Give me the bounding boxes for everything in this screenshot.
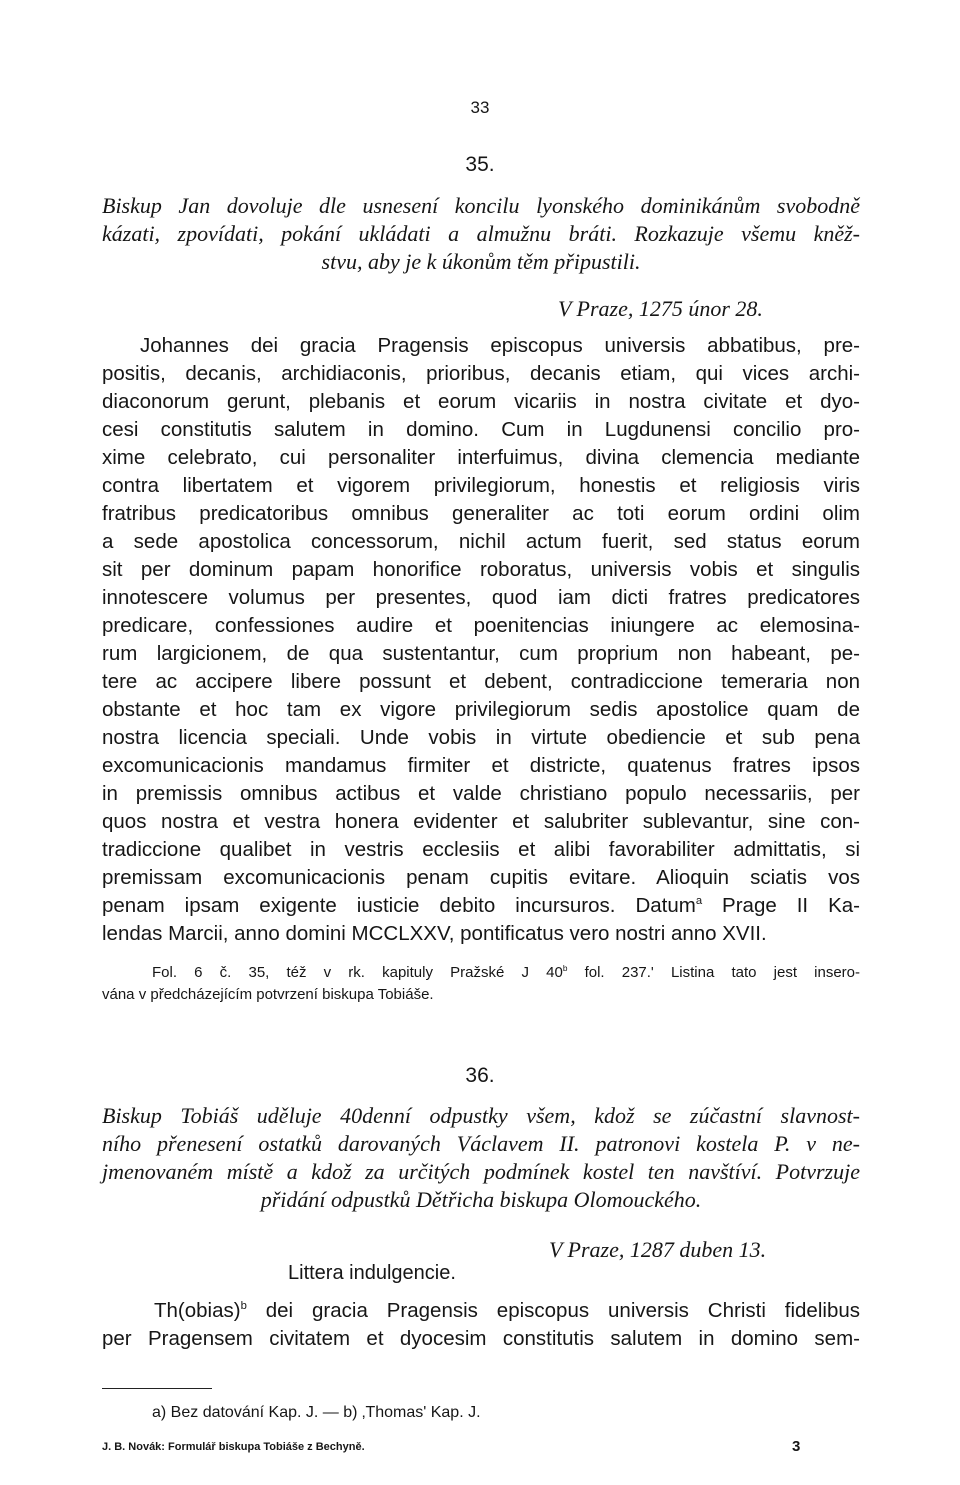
body-line: positis, decanis, archidiaconis, prioribus, decanis etiam, qui vices archi-	[102, 362, 860, 385]
body-line	[102, 892, 860, 920]
document-heading-36: Littera indulgencie.	[288, 1262, 456, 1284]
body-line: premissam excomunicacionis penam cupitis evitare. Alioquin sciatis vos	[102, 866, 860, 889]
body-line: rum largicionem, de qua sustentantur, cum proprium non habeant, pe-	[102, 642, 860, 665]
body-line: cesi constitutis salutem in domino. Cum in Lugdunensi concilio pro-	[102, 418, 860, 441]
body-line: per Pragensem civitatem et dyocesim constitutis salutem in domino sem-	[102, 1327, 860, 1350]
body-line: obstante et hoc tam ex vigore privilegiorum sedis apostolice quam de	[102, 698, 860, 721]
footnote-marker-a: a	[695, 895, 703, 908]
page-number: 33	[470, 98, 490, 117]
regest-36-line: přidání odpustků Dětřicha biskupa Olomouckého.	[260, 1187, 702, 1212]
footnotes: a) Bez datování Kap. J. — b) ‚Thomas' Kap. J.	[152, 1404, 481, 1421]
document-body-35	[102, 332, 860, 948]
note-segment: Fol. 6 č. 35, též v rk. kapituly Pražské J 40	[152, 964, 563, 981]
body-line: tere ac accipere libere possunt et debent, contradiccione temeraria non	[102, 670, 860, 693]
body-text-segment: Th(obias)	[154, 1299, 241, 1322]
source-note-35	[102, 962, 860, 1006]
regest-35-line: kázati, zpovídati, pokání ukládati a almužnu bráti. Rozkazuje všemu kněž-	[102, 221, 860, 246]
body-line: nostra licencia speciali. Unde vobis in virtute obediencie et sub pena	[102, 726, 860, 749]
regest-35	[102, 192, 860, 276]
note-line: vána v předcházejícím potvrzení biskupa Tobiáše.	[102, 986, 434, 1003]
body-line: excomunicacionis mandamus firmiter et districte, quatenus fratres ipsos	[102, 754, 860, 777]
dateline-35: V Praze, 1275 únor 28.	[558, 296, 763, 321]
note-superscript: b	[562, 964, 568, 973]
body-line: in premissis omnibus actibus et valde christiano populo necessariis, per	[102, 782, 860, 805]
body-line	[102, 1297, 860, 1325]
note-line	[102, 962, 860, 984]
body-line: Johannes dei gracia Pragensis episcopus universis abbatibus, pre-	[140, 334, 860, 357]
body-text-segment: dei gracia Pragensis episcopus universis Christi fidelibus	[246, 1299, 860, 1322]
note-segment: fol. 237.' Listina tato jest insero-	[567, 964, 860, 981]
document-number-36: 36.	[465, 1064, 495, 1087]
body-line: fratribus predicatoribus omnibus generaliter ac toti eorum ordini olim	[102, 502, 860, 525]
body-text-segment: penam ipsam exigente iusticie debito incursuros. Datum	[102, 894, 696, 917]
body-line: quos nostra et vestra honera evidenter et salubriter sublevantur, sine con-	[102, 810, 860, 833]
sheet-signature: 3	[792, 1438, 801, 1455]
footnote-marker-b: b	[240, 1300, 247, 1313]
body-line: sit per dominum papam honorifice roboratus, universis vobis et singulis	[102, 558, 860, 581]
body-line: a sede apostolica concessorum, nichil actum fuerit, sed status eorum	[102, 530, 860, 553]
body-line: innotescere volumus per presentes, quod iam dicti fratres predicatores	[102, 586, 860, 609]
regest-35-line: Biskup Jan dovoluje dle usnesení koncilu lyonského dominikánům svobodně	[102, 193, 860, 218]
sheet-imprint: J. B. Novák: Formulář biskupa Tobiáše z Bechyně.	[102, 1441, 365, 1453]
body-line: xime celebrato, cui personaliter interfuimus, divina clemencia mediante	[102, 446, 860, 469]
body-line: tradiccione qualibet in vestris ecclesiis et alibi favorabiliter admittatis, si	[102, 838, 860, 861]
body-text-segment: Prage II Ka-	[702, 894, 860, 917]
regest-35-line: stvu, aby je k úkonům těm připustili.	[321, 249, 641, 274]
body-line: lendas Marcii, anno domini MCCLXXV, pontificatus vero nostri anno XVII.	[102, 922, 767, 945]
regest-36-line: ního přenesení ostatků darovaných Václavem II. patronovi kostela P. v ne-	[102, 1131, 860, 1156]
regest-36-line: Biskup Tobiáš uděluje 40denní odpustky všem, kdož se zúčastní slavnost-	[102, 1103, 860, 1128]
footnote-divider	[102, 1388, 212, 1389]
body-line: contra libertatem et vigorem privilegiorum, honestis et religiosis viris	[102, 474, 860, 497]
body-line: predicare, confessiones audire et poenitencias iniungere ac elemosina-	[102, 614, 860, 637]
body-line: diaconorum gerunt, plebanis et eorum vicariis in nostra civitate et dyo-	[102, 390, 860, 413]
dateline-36: V Praze, 1287 duben 13.	[549, 1237, 767, 1262]
regest-36-line: jmenovaném místě a kdož za určitých podmínek kostel ten navštíví. Potvrzuje	[102, 1159, 860, 1184]
document-body-36	[102, 1297, 860, 1353]
document-number-35: 35.	[465, 153, 495, 176]
regest-36	[102, 1102, 860, 1214]
